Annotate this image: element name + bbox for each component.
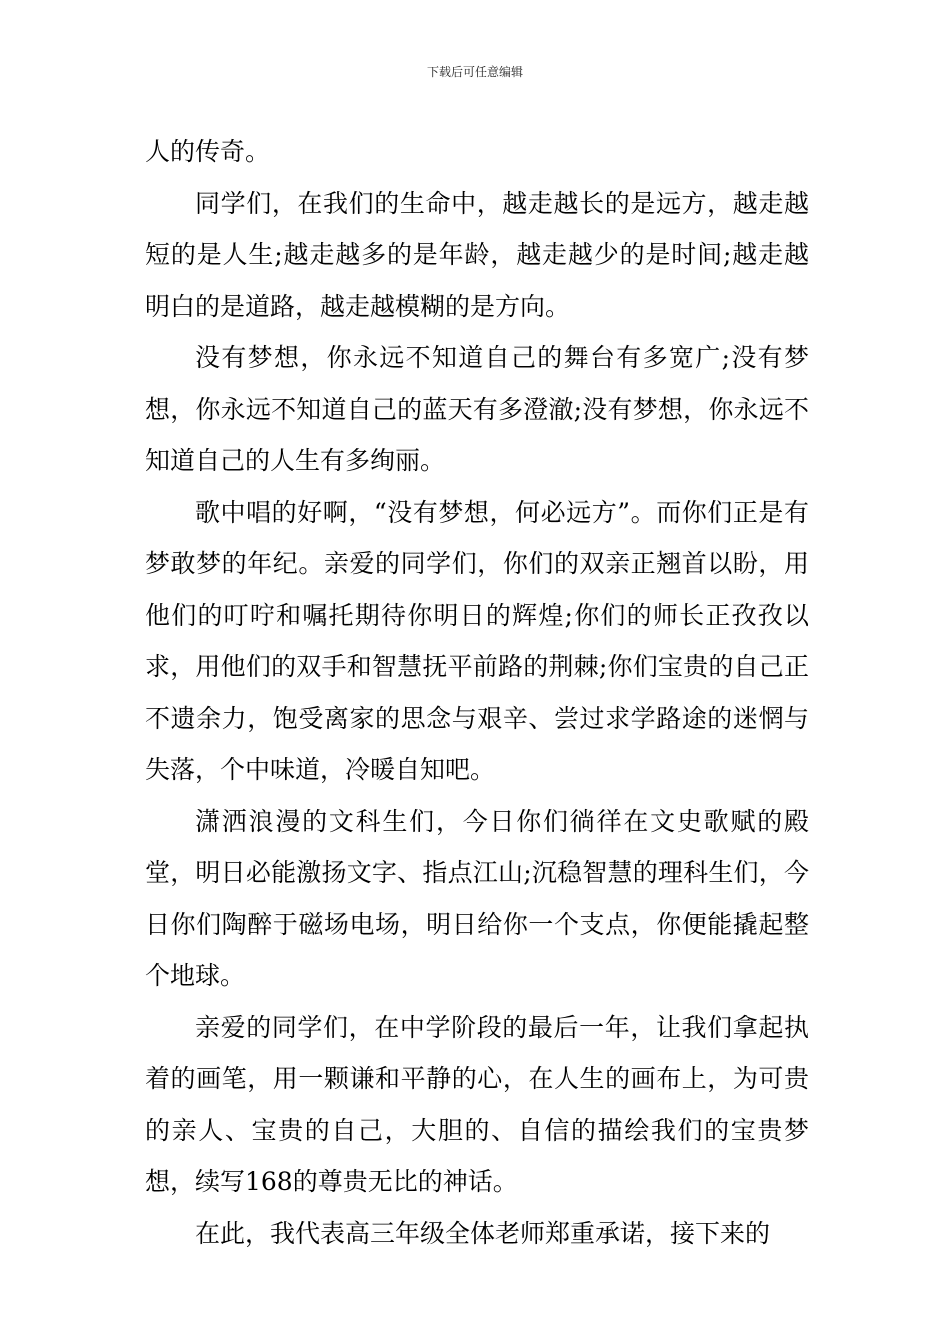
paragraph: 歌中唱的好啊，“没有梦想，何必远方”。而你们正是有梦敢梦的年纪。亲爱的同学们，你们的双亲正翘首以盼，用他们的叮咛和嘱托期待你明日的辉煌;你们的师长正孜孜以求，用他们的双手和智慧抚平前路的荆棘;你们宝贵的自己正不遗余力，饱受离家的思念与艰辛、尝过求学路途的迷惘与失落，个中味道，冷暖自知吧。 [145, 497, 809, 784]
paragraph: 亲爱的同学们，在中学阶段的最后一年，让我们拿起执着的画笔，用一颗谦和平静的心，在人生的画布上，为可贵的亲人、宝贵的自己，大胆的、自信的描绘我们的宝贵梦想，续写168的尊贵无比的神话。 [145, 1012, 809, 1196]
paragraph: 同学们，在我们的生命中，越走越长的是远方，越走越短的是人生;越走越多的是年龄，越走越少的是时间;越走越明白的是道路，越走越模糊的是方向。 [145, 188, 809, 321]
document-body [145, 126, 809, 1259]
paragraph-continuation: 人的传奇。 [145, 137, 271, 166]
paragraph: 没有梦想，你永远不知道自己的舞台有多宽广;没有梦想，你永远不知道自己的蓝天有多澄澈;没有梦想，你永远不知道自己的人生有多绚丽。 [145, 343, 809, 475]
paragraph: 潇洒浪漫的文科生们，今日你们徜徉在文史歌赋的殿堂，明日必能激扬文字、指点江山;沉稳智慧的理科生们，今日你们陶醉于磁场电场，明日给你一个支点，你便能撬起整个地球。 [145, 806, 809, 990]
page-header: 下载后可任意编辑 [426, 65, 523, 79]
paragraph: 在此，我代表高三年级全体老师郑重承诺，接下来的 [195, 1218, 771, 1248]
